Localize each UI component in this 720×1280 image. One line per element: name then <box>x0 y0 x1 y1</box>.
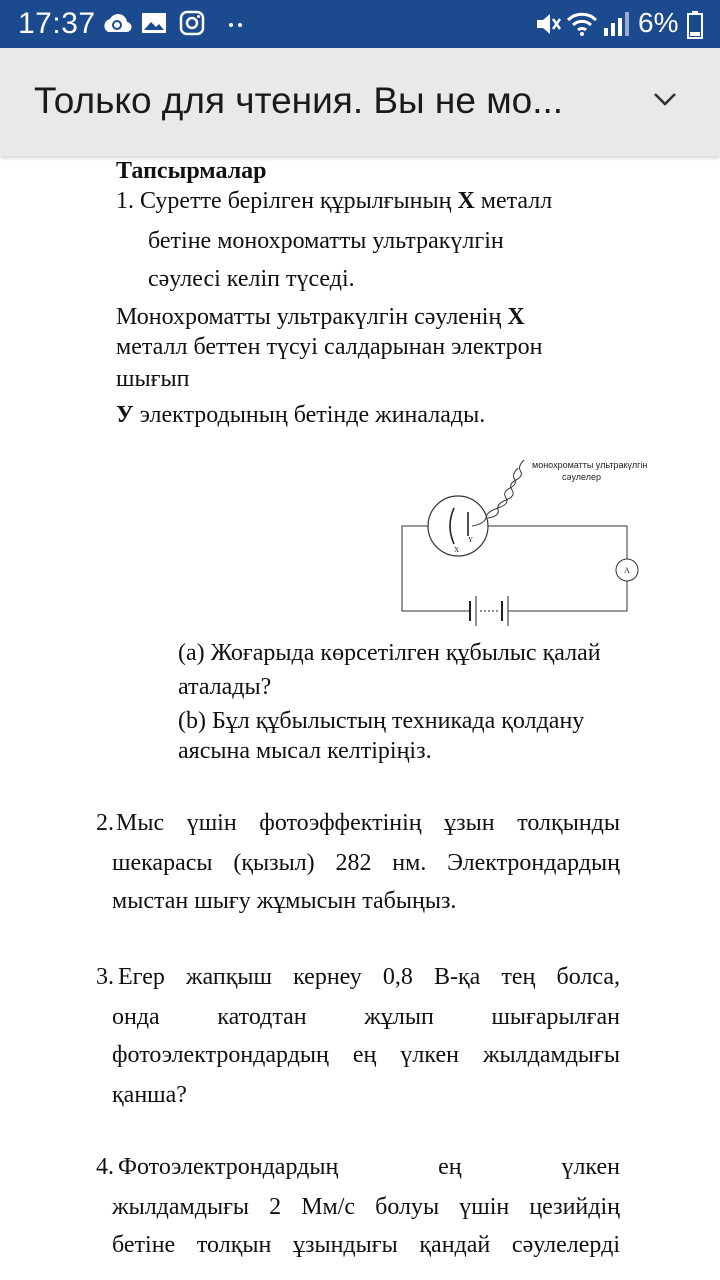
electrode-x-cathode <box>450 508 454 544</box>
ammeter-label: A <box>624 566 630 575</box>
q3-line3: фотоэлектрондардың ең үлкен жылдамдығы <box>112 1042 620 1068</box>
read-only-banner[interactable] <box>0 48 720 156</box>
q1-part-b-line1: (b) Бұл құбылыстың техникада қолдану <box>178 708 585 734</box>
read-only-title: Только для чтения. Вы не мо... <box>34 80 564 121</box>
q1-line1: 1. Суретте берілген құрылғының X металл <box>116 188 553 214</box>
heading: Тапсырмалар <box>116 158 267 184</box>
q4-line2: жылдамдығы 2 Мм/с болуы үшін цезийдің <box>112 1194 620 1220</box>
q1-line3: сәулесі келіп түседі. <box>148 266 355 292</box>
figure-label-line1: монохроматты ультракүлгін <box>532 460 648 470</box>
photoeffect-circuit-diagram <box>396 456 656 636</box>
chevron-down-icon[interactable] <box>650 88 680 112</box>
q1-part-a-line2: аталады? <box>178 674 272 700</box>
q1-para2-line2: металл беттен түсуі салдарынан электрон <box>116 334 543 360</box>
q3-line4: қанша? <box>112 1082 187 1108</box>
document-page[interactable] <box>0 156 720 1280</box>
q1-para3: У электродының бетінде жиналады. <box>116 402 486 428</box>
more-dots-icon <box>226 10 246 36</box>
sync-icon <box>100 10 132 38</box>
q1-number: 1. <box>116 188 134 214</box>
q1-line2: бетіне монохроматты ультракүлгін <box>148 228 504 254</box>
q2-line2: шекарасы (қызыл) 282 нм. Электрондардың <box>112 850 620 876</box>
electrode-y-label: Y <box>468 536 474 544</box>
instagram-icon <box>179 10 205 36</box>
status-bar <box>0 0 720 48</box>
q4-number: 4. <box>96 1154 114 1180</box>
figure-label-line2: сәулелер <box>562 472 602 482</box>
q1-part-a-line1: (a) Жоғарыда көрсетілген құбылыс қалай <box>178 640 601 666</box>
signal-icon <box>602 10 630 38</box>
battery-percent: 6% <box>638 7 679 38</box>
mute-icon <box>534 10 562 38</box>
q3-number: 3. <box>96 964 114 990</box>
gallery-icon <box>141 10 167 36</box>
q3-line2: онда катодтан жұлып шығарылған <box>112 1004 620 1030</box>
q2-line3: мыстан шығу жұмысын табыңыз. <box>112 888 457 914</box>
q1-para2-line1: Монохроматты ультракүлгін сәуленің X <box>116 304 525 330</box>
circuit-wire <box>402 526 470 611</box>
circuit-wire-right <box>488 526 627 559</box>
electrode-x-label: X <box>454 546 460 554</box>
battery-icon <box>686 10 704 40</box>
status-time: 17:37 <box>18 7 96 40</box>
q2-line1: Мыс үшін фотоэффектінің ұзын толқынды <box>116 810 620 836</box>
q1-para2-line3: шығып <box>116 366 190 392</box>
circuit-wire-bottom-right <box>508 581 627 611</box>
q1-part-b-line2: аясына мысал келтіріңіз. <box>178 738 432 764</box>
q4-line3: бетіне толқын ұзындығы қандай сәулелерді <box>112 1232 620 1258</box>
q3-line1: Егер жапқыш кернеу 0,8 В-қа тең болса, <box>118 964 620 990</box>
wifi-icon <box>566 10 598 38</box>
q2-number: 2. <box>96 810 114 836</box>
q4-line1: Фотоэлектрондардың ең үлкен <box>118 1154 620 1180</box>
